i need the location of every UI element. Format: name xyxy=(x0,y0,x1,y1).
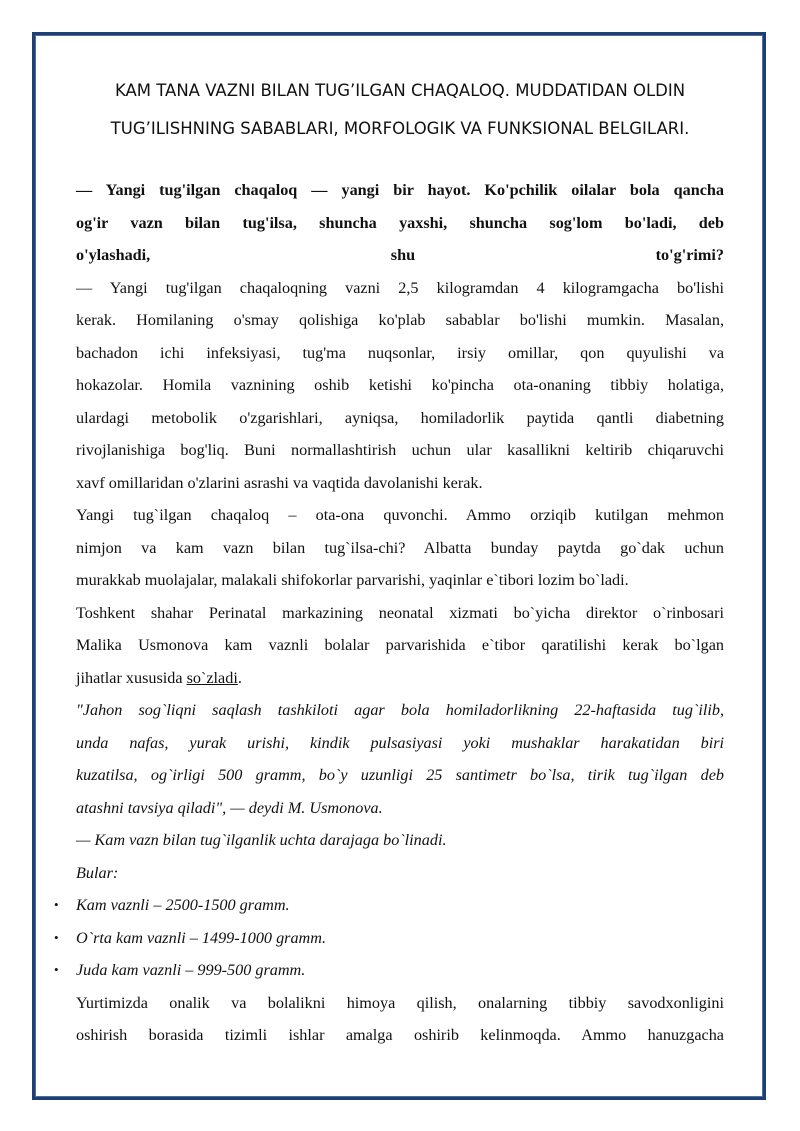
title-line-1: KAM TANA VAZNI BILAN TUG’ILGAN CHAQALOQ. MUDDATIDAN OLDIN xyxy=(114,81,686,100)
text-line: ulardagi metobolik o'zgarishlari, ayniqsa, homiladorlik paytida qantli diabetning xyxy=(76,408,724,427)
text-line: Malika Usmonova kam vaznli bolalar parvarishida e`tibor qaratilishi kerak bo`lgan xyxy=(76,636,724,654)
text-line: xavf omillaridan o'zlarini asrashi va vaqtida davolanishi kerak. xyxy=(76,473,483,492)
text-line: rivojlanishiga bog'liq. Buni normallashtirish uchun ular kasallikni keltirib chiqaruvchi xyxy=(76,441,724,459)
text-line: Yangi tug`ilgan chaqaloq – ota-ona quvonchi. Ammo orziqib kutilgan mehmon xyxy=(76,506,724,524)
quote-line: atashni tavsiya qiladi", — deydi M. Usmonova. xyxy=(76,798,383,817)
text-line: kerak. Homilaning o'smay qolishiga ko'plab sabablar bo'lishi mumkin. Masalan, xyxy=(76,311,724,329)
quote-line: unda nafas, yurak urishi, kindik pulsasiyasi yoki mushaklar harakatidan biri xyxy=(76,733,724,752)
text-fragment: jihatlar xususida xyxy=(76,668,187,687)
degrees-line xyxy=(76,824,724,857)
weight-category-list xyxy=(54,889,724,987)
text-line: bachadon ichi infeksiyasi, tug'ma nuqsonlar, irsiy omillar, qon quyulishi va xyxy=(76,343,724,362)
list-item xyxy=(54,922,724,955)
closing-paragraph xyxy=(76,987,724,1052)
text-line: oshirish borasida tizimli ishlar amalga oshirib kelinmoqda. Ammo hanuzgacha xyxy=(76,1026,724,1044)
sozladi-link[interactable]: so`zladi xyxy=(186,668,238,687)
page-title xyxy=(70,72,730,148)
paragraph-perinatal xyxy=(76,597,724,695)
quote-paragraph xyxy=(76,694,724,824)
list-item xyxy=(54,954,724,987)
text-line: Bular: xyxy=(76,863,119,882)
bullet-icon: • xyxy=(54,897,59,912)
text-line xyxy=(76,662,724,695)
intro-line: og'ir vazn bilan tug'ilsa, shuncha yaxshi, shuncha sog'lom bo'ladi, deb xyxy=(76,213,724,232)
list-item-text: Kam vaznli – 2500-1500 gramm. xyxy=(76,896,290,914)
text-line: — Kam vazn bilan tug`ilganlik uchta darajaga bo`linadi. xyxy=(76,831,447,849)
list-item-text: O`rta kam vaznli – 1499-1000 gramm. xyxy=(76,928,326,947)
list-item-text: Juda kam vaznli – 999-500 gramm. xyxy=(76,961,306,979)
title-line-2: TUG’ILISHNING SABABLARI, MORFOLOGIK VA FUNKSIONAL BELGILARI. xyxy=(110,119,690,138)
bullet-icon: • xyxy=(54,929,59,945)
intro-paragraph xyxy=(76,174,724,272)
text-line: murakkab muolajalar, malakali shifokorlar parvarishi, yaqinlar e`tibori lozim bo`ladi. xyxy=(76,571,629,589)
text-line: Yurtimizda onalik va bolalikni himoya qilish, onalarning tibbiy savodxonligini xyxy=(76,993,724,1012)
intro-line: — Yangi tug'ilgan chaqaloq — yangi bir hayot. Ko'pchilik oilalar bola qancha xyxy=(76,181,724,199)
intro-line: o'ylashadi, shu to'g'rimi? xyxy=(76,246,724,264)
bullet-icon: • xyxy=(54,962,59,977)
list-item xyxy=(54,889,724,922)
document-body xyxy=(54,174,724,1052)
text-fragment: . xyxy=(237,668,242,687)
bular-label xyxy=(76,857,724,890)
text-line: Toshkent shahar Perinatal markazining neonatal xizmati bo`yicha direktor o`rinbosari xyxy=(76,603,724,622)
paragraph-weight xyxy=(76,272,724,500)
paragraph-newborn xyxy=(76,499,724,597)
text-line: — Yangi tug'ilgan chaqaloqning vazni 2,5 kilogramdan 4 kilogramgacha bo'lishi xyxy=(76,278,724,297)
quote-line: kuzatilsa, og`irligi 500 gramm, bo`y uzunligi 25 santimetr bo`lsa, tirik tug`ilgan deb xyxy=(76,766,724,784)
text-line: nimjon va kam vazn bilan tug`ilsa-chi? Albatta bunday paytda go`dak uchun xyxy=(76,538,724,557)
quote-line: "Jahon sog`liqni saqlash tashkiloti agar bola homiladorlikning 22-haftasida tug`ilib, xyxy=(76,701,724,719)
text-line: hokazolar. Homila vaznining oshib ketishi ko'pincha ota-onaning tibbiy holatiga, xyxy=(76,376,724,394)
